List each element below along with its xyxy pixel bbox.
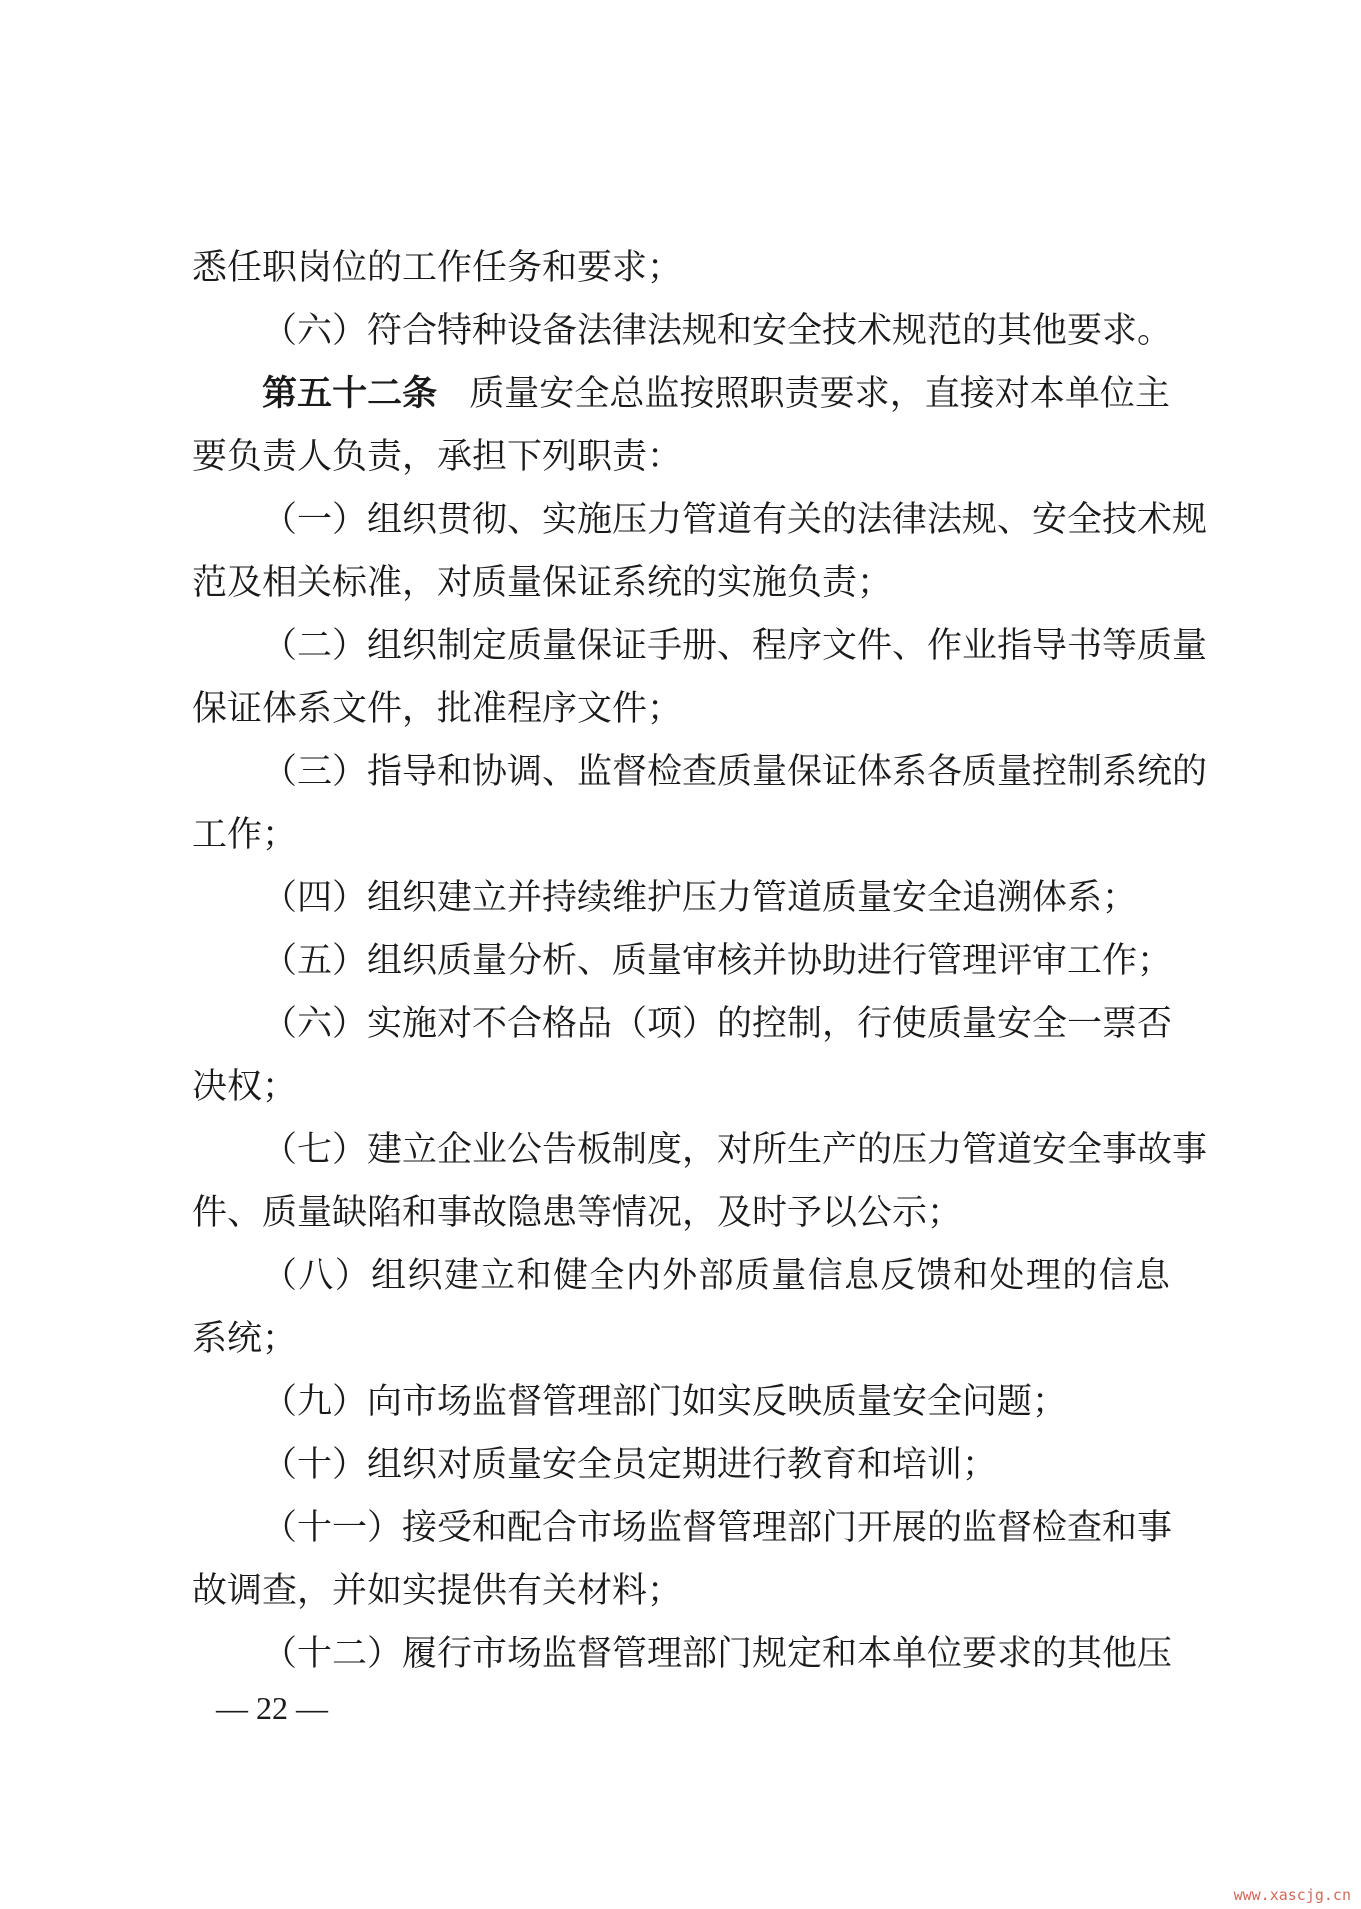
paragraph-line: （九）向市场监督管理部门如实反映质量安全问题；: [262, 1382, 1068, 1422]
paragraph-line: 工作；: [192, 815, 298, 855]
paragraph-line: 故调查，并如实提供有关材料；: [192, 1571, 683, 1611]
paragraph-line: （十）组织对质量安全员定期进行教育和培训；: [262, 1445, 998, 1485]
paragraph-line: （十二）履行市场监督管理部门规定和本单位要求的其他压: [262, 1634, 1173, 1674]
paragraph-line: 要负责人负责，承担下列职责：: [192, 437, 683, 477]
article-heading: 第五十二条: [262, 374, 438, 414]
paragraph-line: （六）符合特种设备法律法规和安全技术规范的其他要求。: [262, 311, 1173, 351]
page-number: — 22 —: [216, 1690, 328, 1726]
paragraph-line: （二）组织制定质量保证手册、程序文件、作业指导书等质量: [262, 626, 1208, 666]
paragraph-line: （三）指导和协调、监督检查质量保证体系各质量控制系统的: [262, 752, 1208, 792]
paragraph-line: 保证体系文件，批准程序文件；: [192, 689, 683, 729]
paragraph-line: 决权；: [192, 1067, 298, 1107]
body-text: [192, 237, 1208, 1686]
paragraph-line: （五）组织质量分析、质量审核并协助进行管理评审工作；: [262, 941, 1173, 981]
paragraph-line: 质量安全总监按照职责要求，直接对本单位主: [469, 374, 1170, 414]
paragraph-line: （六）实施对不合格品（项）的控制，行使质量安全一票否: [262, 1004, 1173, 1044]
paragraph-line: （一）组织贯彻、实施压力管道有关的法律法规、安全技术规: [262, 500, 1208, 540]
paragraph-line: 系统；: [192, 1319, 298, 1359]
paragraph-line: 件、质量缺陷和事故隐患等情况，及时予以公示；: [192, 1193, 963, 1233]
article-line: [192, 363, 1170, 426]
paragraph-line: （七）建立企业公告板制度，对所生产的压力管道安全事故事: [262, 1130, 1208, 1170]
paragraph-line: （十一）接受和配合市场监督管理部门开展的监督检查和事: [262, 1508, 1173, 1548]
watermark: www.xascjg.cn: [1233, 1886, 1351, 1904]
paragraph-line: （四）组织建立并持续维护压力管道质量安全追溯体系；: [262, 878, 1138, 918]
paragraph-line: （八）组织建立和健全内外部质量信息反馈和处理的信息: [262, 1256, 1170, 1296]
paragraph-line: 范及相关标准，对质量保证系统的实施负责；: [192, 563, 893, 603]
paragraph-line: 悉任职岗位的工作任务和要求；: [192, 248, 683, 288]
